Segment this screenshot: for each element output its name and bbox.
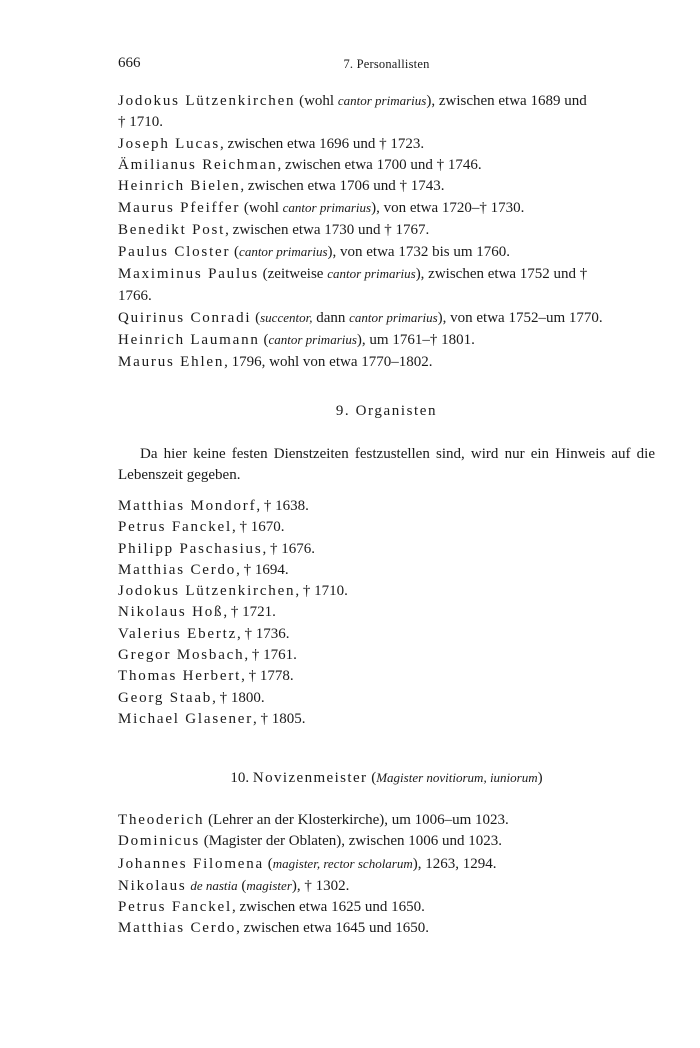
cantor-list <box>118 90 655 373</box>
list-item: Petrus Fanckel, zwischen etwa 1625 und 1650. <box>118 899 425 916</box>
list-item: Heinrich Bielen, zwischen etwa 1706 und † 1743. <box>118 178 445 195</box>
list-item: Heinrich Laumann (cantor primarius), um 1761–† 1801. <box>118 332 475 349</box>
list-item: Valerius Ebertz, † 1736. <box>118 625 290 642</box>
list-item: Benedikt Post, zwischen etwa 1730 und † 1767. <box>118 221 430 238</box>
section-heading-organists: 9. Organisten <box>335 403 438 419</box>
list-item: Joseph Lucas, zwischen etwa 1696 und † 1723. <box>118 135 425 152</box>
list-item: Gregor Mosbach, † 1761. <box>118 647 297 664</box>
list-item: 1766. <box>118 287 152 304</box>
list-item: Paulus Closter (cantor primarius), von etwa 1732 bis um 1760. <box>118 244 511 261</box>
list-item: Nikolaus de nastia (magister), † 1302. <box>118 877 350 894</box>
list-item: Georg Staab, † 1800. <box>118 689 265 706</box>
list-item: Philipp Paschasius, † 1676. <box>118 540 315 557</box>
organist-list <box>118 496 655 730</box>
list-item: Johannes Filomena (magister, rector scholarum), 1263, 1294. <box>118 855 497 872</box>
list-item: † 1710. <box>118 114 163 131</box>
list-item: Matthias Mondorf, † 1638. <box>118 498 309 514</box>
list-item: Matthias Cerdo, † 1694. <box>118 561 289 578</box>
list-item: Maximinus Paulus (zeitweise cantor primarius), zwischen etwa 1752 und † <box>118 266 588 283</box>
list-item: Ämilianus Reichman, zwischen etwa 1700 und † 1746. <box>118 156 482 173</box>
list-item: Michael Glasener, † 1805. <box>118 710 306 727</box>
list-item: Maurus Pfeiffer (wohl cantor primarius), von etwa 1720–† 1730. <box>118 200 525 217</box>
list-item: Matthias Cerdo, zwischen etwa 1645 und 1650. <box>118 920 429 937</box>
page-header <box>118 55 655 75</box>
running-head: 7. Personallisten <box>343 57 430 71</box>
list-item: Quirinus Conradi (succentor, dann cantor primarius), von etwa 1752–um 1770. <box>118 309 603 326</box>
list-item: Nikolaus Hoß, † 1721. <box>118 604 276 621</box>
novice-master-list <box>118 810 655 940</box>
list-item: Theoderich (Lehrer an der Klosterkirche), um 1006–um 1023. <box>118 812 509 828</box>
organists-intro: Da hier keine festen Dienstzeiten festzustellen sind, wird nur ein Hinweis auf die Lebenszeit gegeben. <box>118 446 655 484</box>
page-number: 666 <box>118 55 141 71</box>
list-item: Dominicus (Magister der Oblaten), zwischen 1006 und 1023. <box>118 833 503 850</box>
list-item: Jodokus Lützenkirchen, † 1710. <box>118 583 348 600</box>
list-item: Jodokus Lützenkirchen (wohl cantor primarius), zwischen etwa 1689 und <box>118 93 587 109</box>
list-item: Thomas Herbert, † 1778. <box>118 668 294 685</box>
section-heading-novices: 10. Novizenmeister (Magister novitiorum, iuniorum) <box>230 770 543 786</box>
list-item: Maurus Ehlen, 1796, wohl von etwa 1770–1802. <box>118 353 433 370</box>
list-item: Petrus Fanckel, † 1670. <box>118 519 285 536</box>
